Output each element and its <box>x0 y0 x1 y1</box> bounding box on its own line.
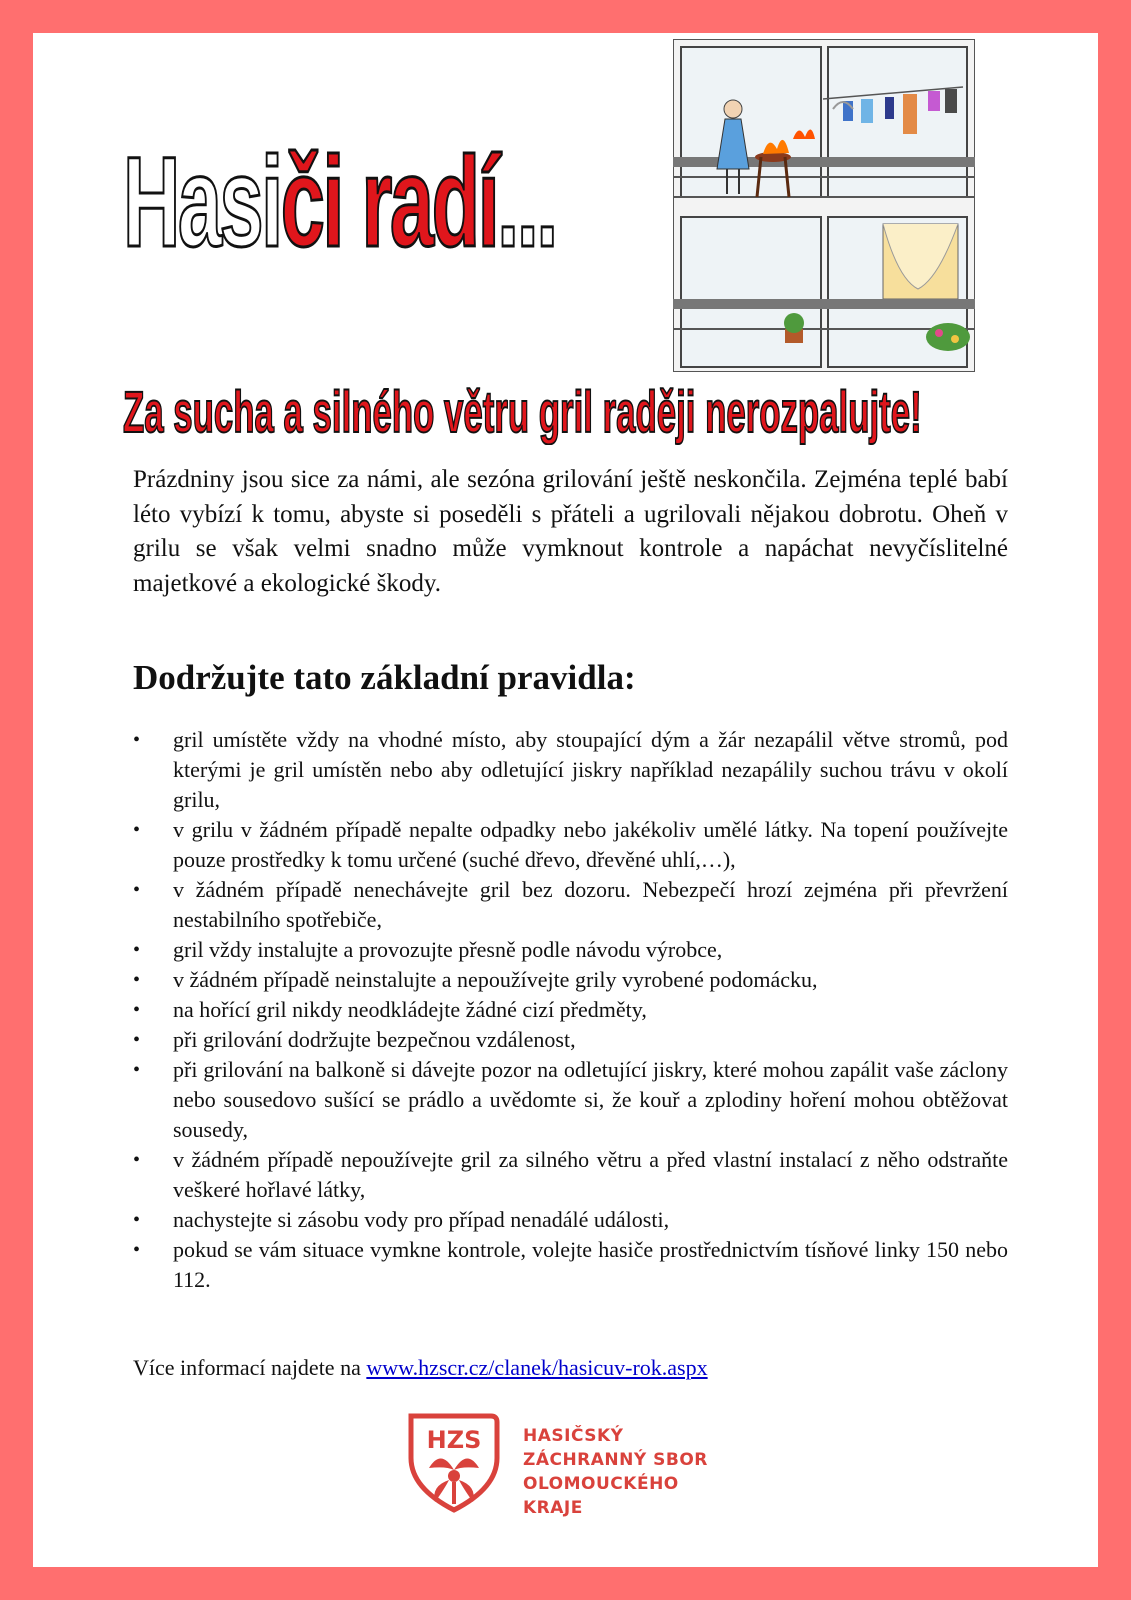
title-part-5: ... <box>497 131 556 274</box>
intro-paragraph: Prázdniny jsou sice za námi, ale sezóna grilování ještě neskončila. Zejména teplé babí léto vybízí k tomu, abyste si poseděli s přáteli a ugrilovali nějakou dobrotu. Oheň v grilu se však velmi snadno může vymknout kontrole a napáchat nevyčíslitelné majetkové a ekologické škody. <box>133 466 1008 597</box>
logo-text <box>523 1424 708 1520</box>
rule-item: • nachystejte si zásobu vody pro případ nenadálé události, <box>133 1205 1008 1235</box>
logo-line-4: KRAJE <box>523 1498 583 1518</box>
rules-list <box>133 725 1008 1295</box>
title-part-2: či <box>280 131 342 274</box>
rules-heading: Dodržujte tato základní pravidla: <box>133 658 636 697</box>
logo-line-2: ZÁCHRANNÝ SBOR <box>523 1450 708 1470</box>
logo-badge-text: HZS <box>426 1426 482 1454</box>
rule-item: • gril umístěte vždy na vhodné místo, aby stoupající dým a žár nezapálil větve stromů, pod kterými je gril umístěn nebo aby odletující jiskry například nezapálily suchou trávu v okolí grilu, <box>133 725 1008 815</box>
title-part-4: adí <box>389 131 498 274</box>
rule-item: • v žádném případě neinstalujte a nepoužívejte grily vyrobené podomácku, <box>133 965 1008 995</box>
more-info-link[interactable]: www.hzscr.cz/clanek/hasicuv-rok.aspx <box>366 1355 708 1380</box>
title-part-1: Hasi <box>123 131 281 274</box>
more-info-text: Více informací najdete na <box>133 1355 367 1380</box>
rule-item: • v žádném případě nenechávejte gril bez dozoru. Nebezpečí hrozí zejména při převržení nestabilního spotřebiče, <box>133 875 1008 935</box>
logo-line-1: HASIČSKÝ <box>523 1426 624 1446</box>
more-info <box>133 1355 708 1381</box>
poster-title <box>123 123 623 283</box>
rule-item: • gril vždy instalujte a provozujte přesně podle návodu výrobce, <box>133 935 1008 965</box>
balcony-grill-illustration <box>673 39 975 372</box>
warning-headline: Za sucha a silného větru gril raději nerozpalujte! <box>123 380 922 445</box>
rule-item: • v žádném případě nepoužívejte gril za silného větru a před vlastní instalací z něho odstraňte veškeré hořlavé látky, <box>133 1145 1008 1205</box>
rule-item: • na hořící gril nikdy neodkládejte žádné cizí předměty, <box>133 995 1008 1025</box>
logo-line-3: OLOMOUCKÉHO <box>523 1474 679 1494</box>
title-part-3: r <box>361 131 390 274</box>
rule-item: • při grilování na balkoně si dávejte pozor na odletující jiskry, které mohou zapálit vaše záclony nebo sousedovo sušící se prádlo a uvědomte si, že kouř a zplodiny hoření mohou obtěžovat sousedy, <box>133 1055 1008 1145</box>
rule-item: • v grilu v žádném případě nepalte odpadky nebo jakékoliv umělé látky. Na topení používejte pouze prostředky k tomu určené (suché dřevo, dřevěné uhlí,…), <box>133 815 1008 875</box>
poster-page <box>33 33 1098 1567</box>
rule-item: • při grilování dodržujte bezpečnou vzdálenost, <box>133 1025 1008 1055</box>
rule-item: • pokud se vám situace vymkne kontrole, volejte hasiče prostřednictvím tísňové linky 150 nebo 112. <box>133 1235 1008 1295</box>
